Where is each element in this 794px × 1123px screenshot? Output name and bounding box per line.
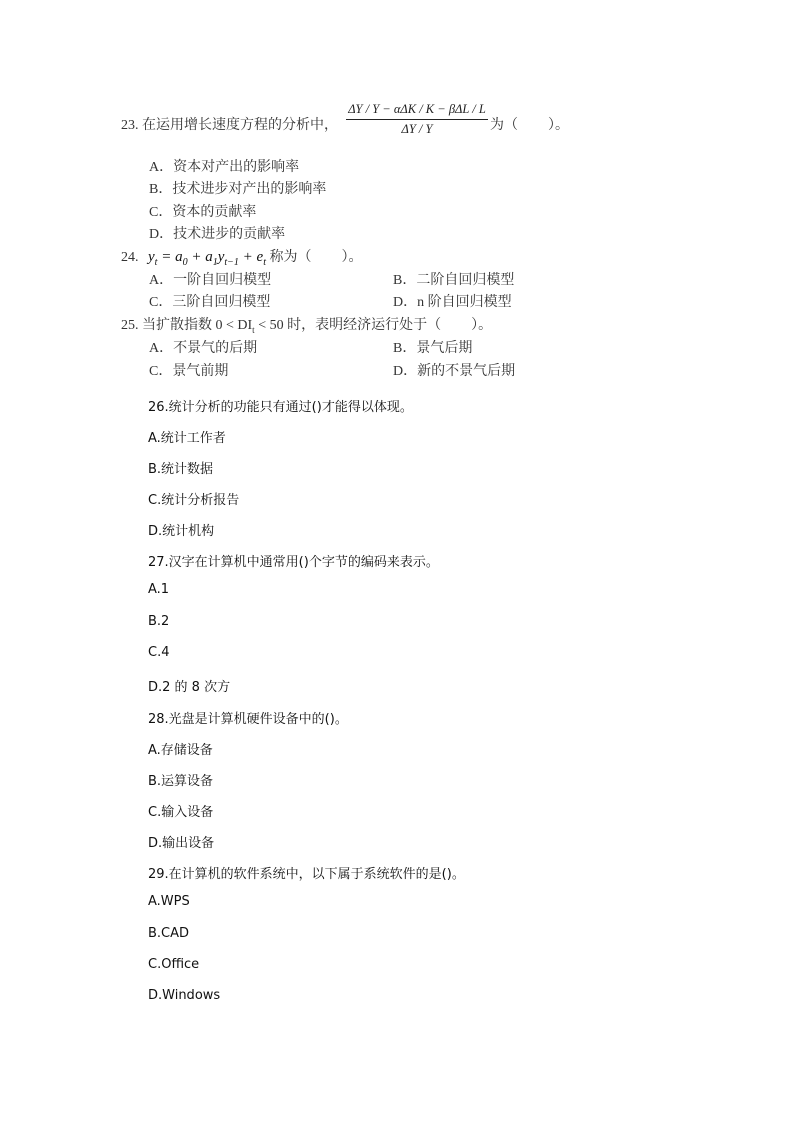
- question-number: 25.: [121, 318, 139, 333]
- option-d: D．新的不景气后期: [393, 364, 516, 379]
- option-a: A.统计工作者: [148, 431, 226, 446]
- option-c: C.统计分析报告: [148, 493, 240, 508]
- option-b: B.CAD: [148, 926, 190, 941]
- question-close: ）。: [341, 250, 363, 265]
- option-a: A．不景气的后期: [149, 341, 258, 356]
- question-number: 24.: [121, 250, 139, 265]
- option-d: D.2 的 8 次方: [148, 680, 231, 695]
- question-number: 23.: [121, 118, 139, 133]
- question-28-stem: 28.光盘是计算机硬件设备中的()。: [148, 712, 348, 727]
- question-close: ）。: [471, 318, 493, 333]
- option-c: C.输入设备: [148, 805, 214, 820]
- option-d: D.统计机构: [148, 524, 215, 539]
- option-b: B．二阶自回归模型: [393, 273, 515, 288]
- question-29-stem: 29.在计算机的软件系统中，以下属于系统软件的是()。: [148, 867, 465, 882]
- option-d: D.Windows: [148, 988, 221, 1003]
- option-b: B.运算设备: [148, 774, 214, 789]
- option-a: A.WPS: [148, 894, 190, 909]
- growth-equation-fraction: [346, 102, 488, 137]
- question-close: ）。: [548, 118, 569, 133]
- question-23-stem: [121, 114, 338, 134]
- option-d: D．n 阶自回归模型: [393, 295, 512, 310]
- question-25-stem: [121, 314, 492, 335]
- option-c: C．景气前期: [149, 364, 229, 379]
- option-a: A．一阶自回归模型: [149, 273, 272, 288]
- question-text-after: 时，表明经济运行处于（: [287, 318, 442, 333]
- option-c: C．资本的贡献率: [149, 205, 257, 220]
- fraction-denominator: ΔY / Y: [401, 122, 433, 136]
- option-b: B．技术进步对产出的影响率: [149, 182, 327, 197]
- question-text: 在运用增长速度方程的分析中，: [142, 118, 338, 133]
- option-c: C．三阶自回归模型: [149, 295, 271, 310]
- option-b: B.2: [148, 614, 170, 629]
- question-text: 当扩散指数: [142, 318, 212, 333]
- question-23-tail: [490, 114, 569, 134]
- question-text-after: 为（: [490, 118, 518, 133]
- option-a: A.1: [148, 582, 170, 597]
- ar-model-formula: $y_t = a_0 + a_1y_{t-1} + e_t$: [148, 249, 266, 268]
- question-24-stem: [121, 246, 362, 268]
- option-d: D．技术进步的贡献率: [149, 227, 286, 242]
- option-d: D.输出设备: [148, 836, 215, 851]
- option-c: C.4: [148, 645, 170, 660]
- diffusion-index-formula: $0 < DI_t < 50$: [215, 318, 284, 335]
- question-text-after: 称为（: [269, 250, 312, 265]
- option-b: B.统计数据: [148, 462, 214, 477]
- option-a: A.存储设备: [148, 743, 213, 758]
- option-b: B．景气后期: [393, 341, 473, 356]
- fraction-numerator: ΔY / Y − αΔK / K − βΔL / L: [346, 102, 488, 120]
- option-a: A．资本对产出的影响率: [149, 160, 300, 175]
- question-26-stem: 26.统计分析的功能只有通过()才能得以体现。: [148, 400, 413, 415]
- option-c: C.Office: [148, 957, 200, 972]
- question-27-stem: 27.汉字在计算机中通常用()个字节的编码来表示。: [148, 555, 439, 570]
